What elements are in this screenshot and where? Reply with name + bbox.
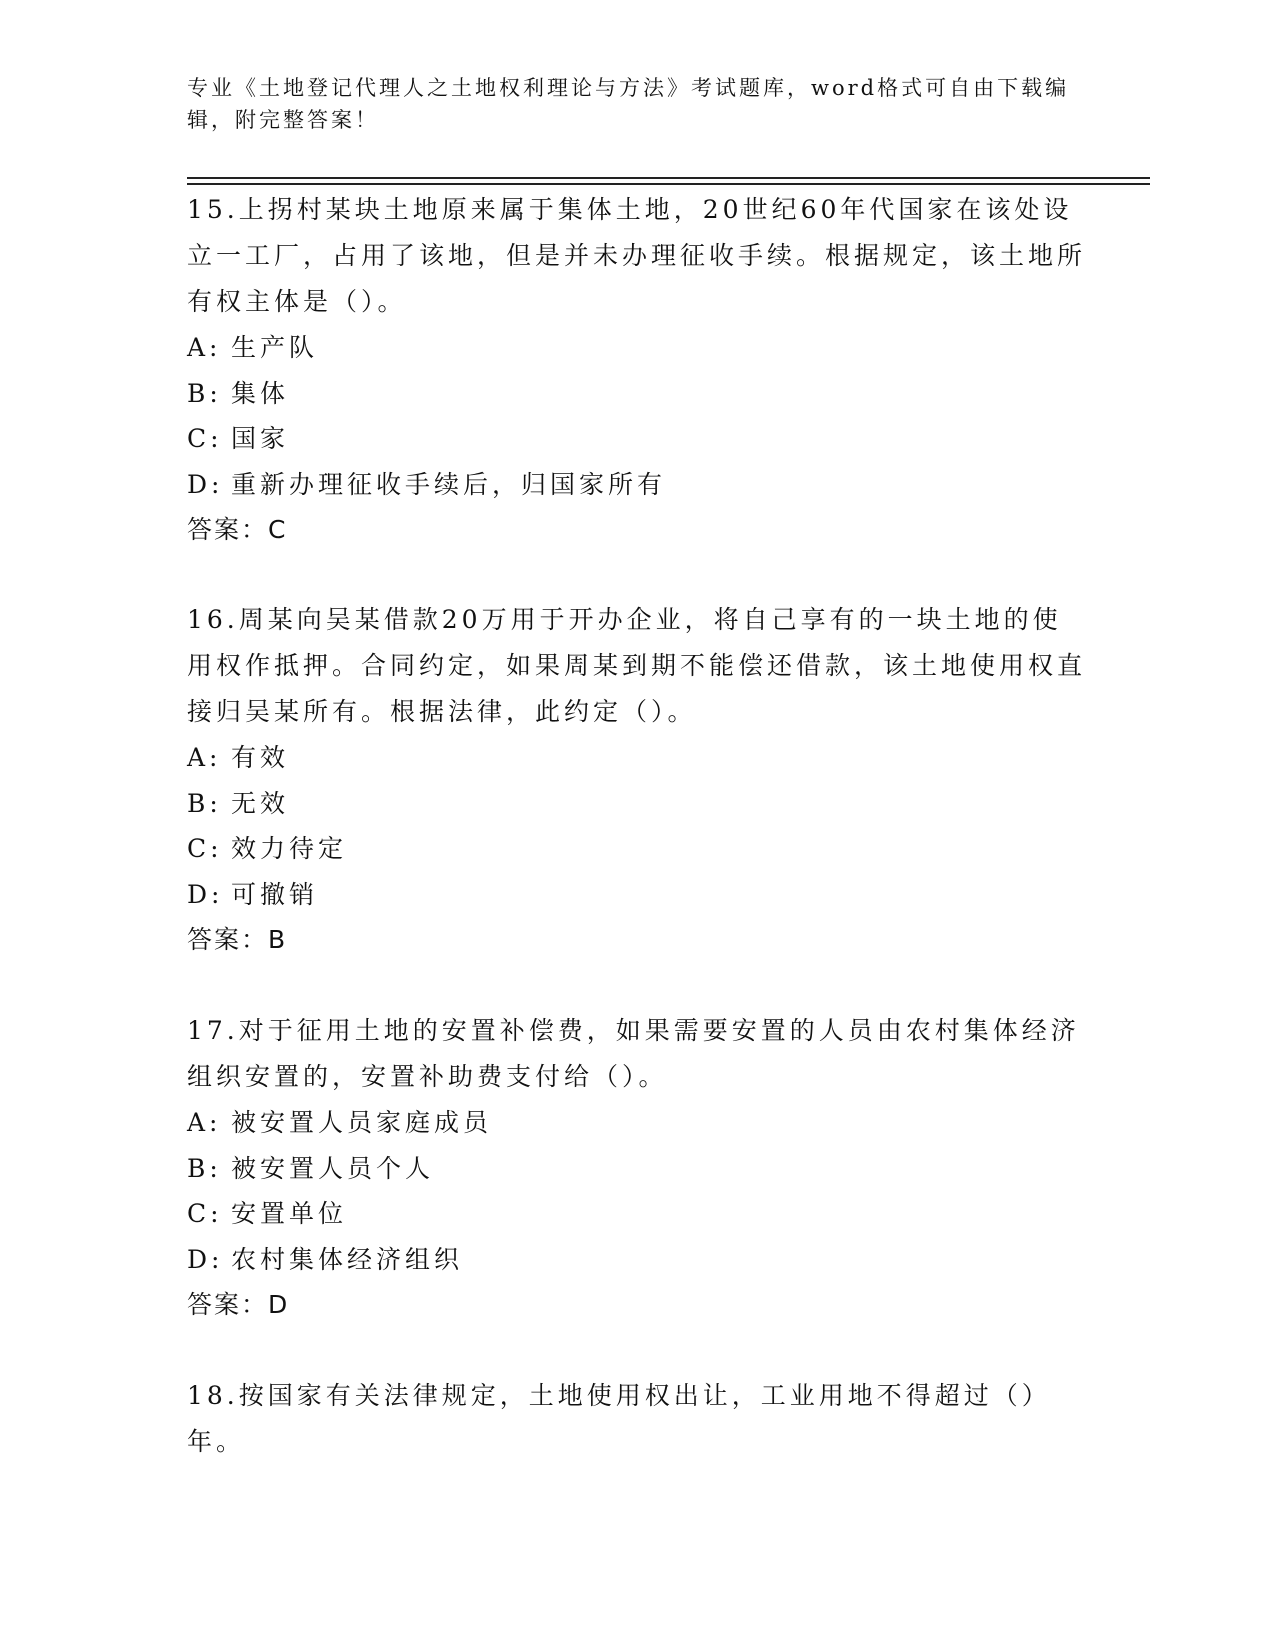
question-17 [187,1008,1087,1328]
option-c [187,826,1087,872]
option-text: 安置单位 [231,1199,348,1228]
option-text: 效力待定 [231,834,348,863]
option-b [187,371,1087,417]
question-18 [187,1373,1087,1465]
option-b [187,781,1087,827]
option-letter: D: [187,469,224,499]
option-d [187,1237,1087,1283]
document-header: 专业《土地登记代理人之土地权利理论与方法》考试题库，word格式可自由下载编辑，附完整答案！ [187,76,1070,132]
question-16 [187,597,1087,963]
question-stem: 18.按国家有关法律规定，土地使用权出让，工业用地不得超过（）年。 [187,1381,1051,1456]
option-c [187,1191,1087,1237]
option-letter: B: [187,788,222,818]
option-c [187,416,1087,462]
option-letter: A: [187,333,222,362]
option-letter: D: [187,1244,224,1274]
option-letter: C: [187,424,223,453]
option-text: 重新办理征收手续后，归国家所有 [231,469,667,499]
option-d [187,872,1087,918]
option-text: 国家 [231,424,290,453]
option-letter: C: [187,1199,223,1228]
option-text: 生产队 [231,333,319,362]
option-a [187,735,1087,781]
option-text: 可撤销 [231,879,319,909]
answer-line: 答案：D [187,1290,290,1319]
answer-line: 答案：B [187,925,288,954]
option-letter: B: [187,378,222,408]
option-a [187,325,1087,371]
question-stem: 15.上拐村某块土地原来属于集体土地，20世纪60年代国家在该处设立一工厂，占用了该地，但是并未办理征收手续。根据规定，该土地所有权主体是（）。 [187,195,1087,316]
question-stem: 16.周某向吴某借款20万用于开办企业，将自己享有的一块土地的使用权作抵押。合同约定，如果周某到期不能偿还借款，该土地使用权直接归吴某所有。根据法律，此约定（）。 [187,605,1087,726]
answer-line: 答案：C [187,515,288,544]
question-15 [187,187,1087,553]
option-text: 农村集体经济组织 [231,1244,464,1274]
option-letter: A: [187,1108,222,1137]
header-divider-bottom [187,183,1150,185]
option-text: 无效 [231,788,290,818]
header-divider-top [187,177,1150,179]
option-letter: A: [187,743,222,772]
question-stem: 17.对于征用土地的安置补偿费，如果需要安置的人员由农村集体经济组织安置的，安置补助费支付给（）。 [187,1016,1080,1091]
option-text: 集体 [231,378,290,408]
option-letter: C: [187,834,223,863]
option-a [187,1100,1087,1146]
option-text: 被安置人员个人 [231,1153,435,1183]
option-text: 被安置人员家庭成员 [231,1108,493,1137]
option-text: 有效 [231,743,290,772]
option-letter: B: [187,1153,222,1183]
option-letter: D: [187,879,224,909]
option-b [187,1146,1087,1192]
option-d [187,462,1087,508]
